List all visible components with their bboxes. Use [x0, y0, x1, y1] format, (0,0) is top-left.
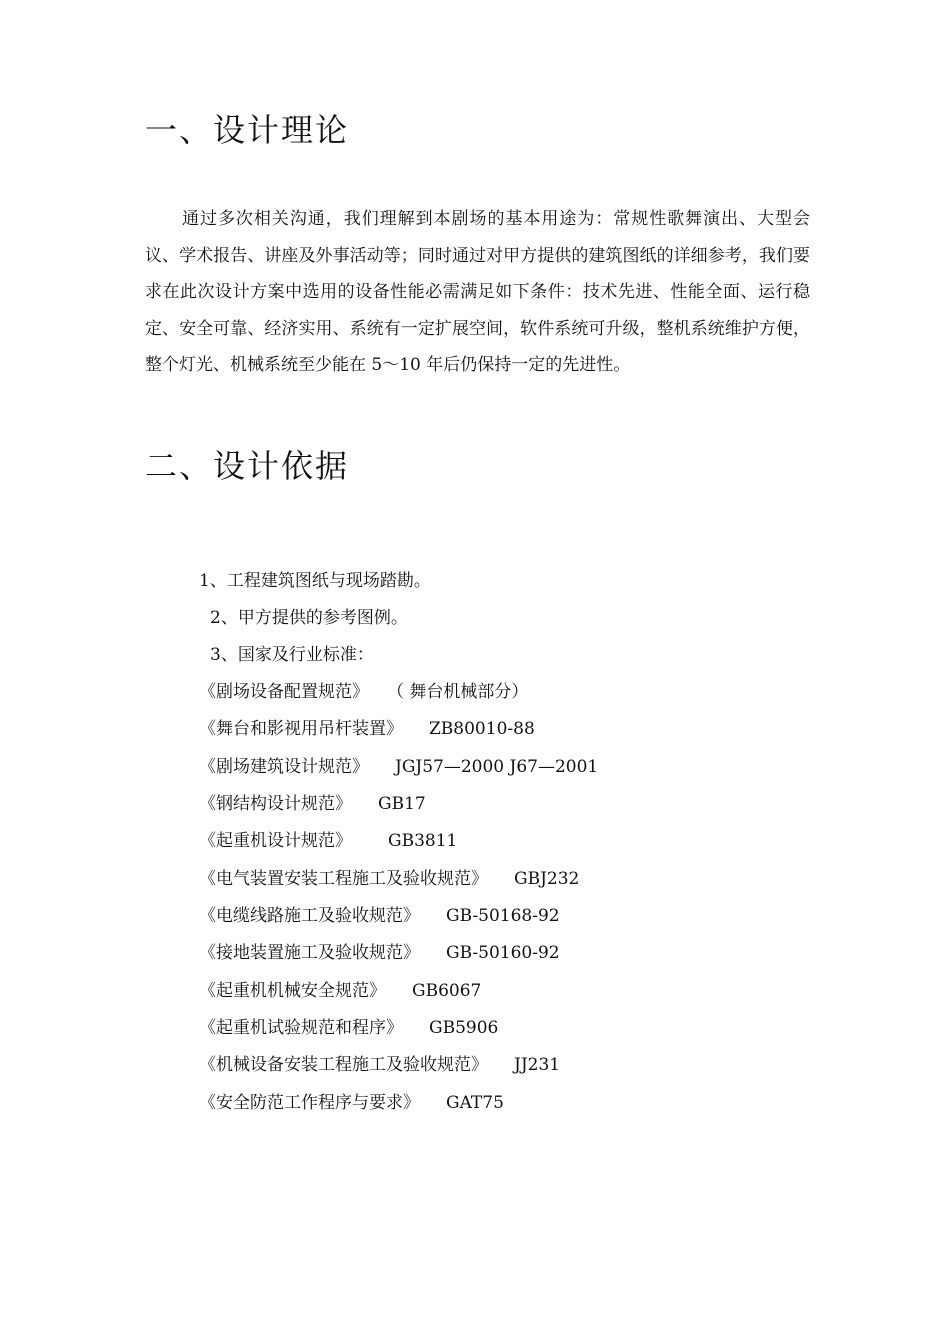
standard-item [199, 1017, 498, 1039]
standard-code: JJ231 [514, 1055, 561, 1075]
standard-name: 《舞台和影视用吊杆装置》 [199, 719, 403, 739]
standard-code: GB3811 [388, 831, 458, 851]
standard-name: 《机械设备安装工程施工及验收规范》 [199, 1055, 488, 1075]
standard-item [199, 942, 560, 964]
standard-name: 《钢结构设计规范》 [199, 794, 352, 814]
standard-name: 《安全防范工作程序与要求》 [199, 1093, 420, 1113]
standard-item [199, 830, 457, 852]
standard-name: 《剧场建筑设计规范》 [199, 757, 369, 777]
standard-code: GB6067 [412, 981, 482, 1001]
section-heading-design-theory: 一、设计理论 [145, 111, 350, 149]
standard-item [199, 681, 528, 703]
standard-code: GB-50168-92 [446, 906, 560, 926]
section-heading-design-basis: 二、设计依据 [145, 447, 350, 485]
standard-item [199, 756, 598, 778]
standard-name: 《电气装置安装工程施工及验收规范》 [199, 869, 488, 889]
standard-name: 《接地装置施工及验收规范》 [199, 943, 420, 963]
standard-name: 《起重机设计规范》 [199, 831, 352, 851]
standard-code: JGJ57—2000 J67—2001 [395, 757, 599, 777]
standard-code: ZB80010-88 [429, 719, 535, 739]
standard-code: GB-50160-92 [446, 943, 560, 963]
standard-code: （ 舞台机械部分） [387, 682, 529, 702]
standard-name: 《电缆线路施工及验收规范》 [199, 906, 420, 926]
standard-code: GB5906 [429, 1018, 499, 1038]
standard-name: 《起重机机械安全规范》 [199, 981, 386, 1001]
standard-item [199, 868, 579, 890]
standard-item [199, 905, 560, 927]
standard-code: GAT75 [446, 1093, 504, 1113]
standard-name: 《起重机试验规范和程序》 [199, 1018, 403, 1038]
basis-item-3: 3、国家及行业标准： [210, 645, 374, 665]
standard-item [199, 980, 481, 1002]
basis-item-2: 2、甲方提供的参考图例。 [210, 608, 408, 628]
standard-name: 《剧场设备配置规范》 [199, 682, 369, 702]
standard-code: GB17 [378, 794, 426, 814]
basis-item-1: 1、工程建筑图纸与现场踏勘。 [199, 571, 431, 591]
design-theory-paragraph: 通过多次相关沟通，我们理解到本剧场的基本用途为：常规性歌舞演出、大型会议、学术报告、讲座及外事活动等；同时通过对甲方提供的建筑图纸的详细参考，我们要求在此次设计方案中选用的设备性能必需满足如下条件：技术先进、性能全面、运行稳定、安全可靠、经济实用、系统有一定扩展空间，软件系统可升级，整机系统维护方便，整个灯光、机械系统至少能在 5～10 年后仍保持一定的先进性。 [145, 209, 810, 376]
standard-item [199, 793, 426, 815]
standard-item [199, 1092, 504, 1114]
standard-item [199, 1054, 560, 1076]
standard-code: GBJ232 [514, 869, 580, 889]
standard-item [199, 718, 535, 740]
